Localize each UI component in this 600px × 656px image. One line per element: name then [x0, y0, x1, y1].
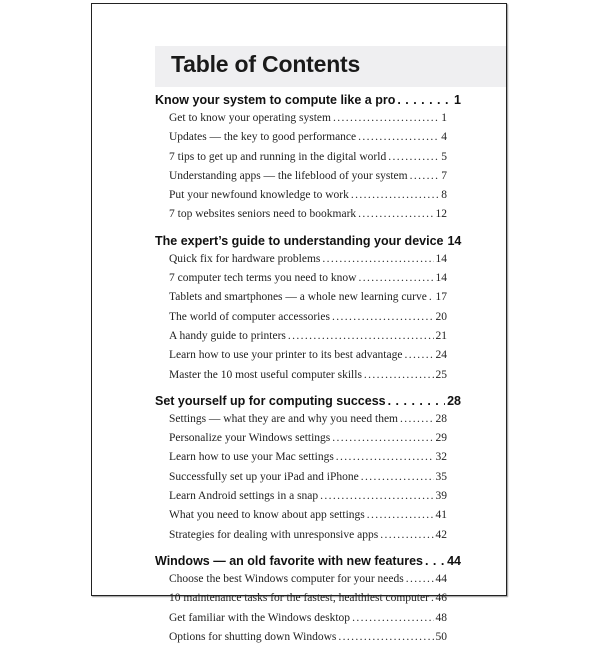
entry-page-number: 41	[435, 509, 447, 522]
toc-entry[interactable]	[169, 253, 447, 272]
toc-entry[interactable]	[169, 291, 447, 310]
entry-title: Tablets and smartphones — a whole new learning curve	[169, 291, 427, 304]
entry-title: 7 tips to get up and running in the digital world	[169, 150, 387, 163]
entry-title: Learn how to use your printer to its best advantage	[169, 349, 403, 362]
title-banner	[155, 46, 506, 87]
dot-leader	[351, 189, 439, 201]
dot-leader	[410, 170, 440, 182]
dot-leader	[429, 291, 434, 303]
entry-page-number: 28	[435, 412, 447, 425]
toc-chapter-heading[interactable]	[155, 234, 461, 253]
dot-leader	[333, 112, 439, 124]
entry-page-number: 14	[435, 252, 447, 265]
entry-page-number: 4	[441, 131, 447, 144]
entry-page-number: 20	[435, 310, 447, 323]
entry-title: Successfully set up your iPad and iPhone	[169, 470, 359, 483]
toc-entry[interactable]	[169, 592, 447, 611]
entry-title: 7 computer tech terms you need to know	[169, 272, 357, 285]
entry-title: 7 top websites seniors need to bookmark	[169, 208, 357, 221]
page-title: Table of Contents	[171, 51, 361, 77]
entry-title: Master the 10 most useful computer skills	[169, 368, 362, 381]
chapter-page-number: 1	[454, 93, 461, 107]
toc-entry[interactable]	[169, 151, 447, 170]
entry-title: Learn how to use your Mac settings	[169, 451, 334, 464]
entry-title: Understanding apps — the lifeblood of your system	[169, 169, 408, 182]
entry-page-number: 17	[435, 291, 447, 304]
entry-page-number: 5	[441, 150, 447, 163]
dot-leader	[336, 451, 434, 463]
entry-page-number: 42	[435, 528, 447, 541]
entry-page-number: 44	[435, 572, 447, 585]
entry-page-number: 21	[435, 329, 447, 342]
toc-entry[interactable]	[169, 170, 447, 189]
chapter-page-number: 14	[447, 233, 462, 248]
entry-page-number: 29	[435, 432, 447, 445]
entry-page-number: 24	[435, 349, 447, 362]
dot-leader	[388, 394, 445, 408]
entry-title: Learn Android settings in a snap	[169, 490, 319, 503]
dot-leader	[338, 631, 433, 643]
dot-leader	[406, 573, 434, 585]
toc-section	[155, 93, 461, 228]
chapter-title: Windows — an old favorite with new features	[155, 553, 423, 568]
toc-entry[interactable]	[169, 471, 447, 490]
dot-leader	[380, 529, 433, 541]
dot-leader	[352, 612, 433, 624]
dot-leader	[400, 413, 434, 425]
entry-title: Strategies for dealing with unresponsive apps	[169, 528, 379, 541]
entry-title: Settings — what they are and why you need them	[169, 412, 398, 425]
toc-entry[interactable]	[169, 189, 447, 208]
toc-entry[interactable]	[169, 490, 447, 509]
toc-entry[interactable]	[169, 509, 447, 528]
dot-leader	[404, 349, 433, 361]
entry-page-number: 1	[441, 112, 447, 124]
toc-entry[interactable]	[169, 112, 447, 131]
dot-leader	[358, 208, 433, 220]
entry-title: 10 maintenance tasks for the fastest, healthiest computer	[169, 592, 429, 605]
chapter-title: The expert’s guide to understanding your device	[155, 233, 444, 248]
entry-page-number: 46	[435, 592, 447, 605]
entry-page-number: 8	[441, 189, 447, 202]
entry-title: The world of computer accessories	[169, 310, 330, 323]
entry-title: Get familiar with the Windows desktop	[169, 611, 351, 624]
toc-section	[155, 234, 461, 388]
entry-title: Choose the best Windows computer for your needs	[169, 572, 404, 585]
toc-entry[interactable]	[169, 432, 447, 451]
toc-entry[interactable]	[169, 612, 447, 631]
dot-leader	[320, 490, 433, 502]
entry-title: Put your newfound knowledge to work	[169, 189, 349, 202]
toc-entry[interactable]	[169, 451, 447, 470]
chapter-page-number: 44	[447, 553, 461, 568]
dot-leader	[397, 93, 452, 107]
toc-section	[155, 554, 461, 650]
entry-page-number: 50	[435, 630, 447, 643]
dot-leader	[361, 471, 434, 483]
entry-page-number: 48	[435, 611, 447, 624]
table-of-contents	[155, 93, 461, 656]
entry-title: Updates — the key to good performance	[169, 131, 357, 144]
toc-entry[interactable]	[169, 529, 447, 548]
entry-page-number: 32	[435, 451, 447, 464]
dot-leader	[332, 311, 434, 323]
chapter-title: Know your system to compute like a pro	[155, 93, 396, 107]
dot-leader	[425, 554, 445, 568]
toc-section	[155, 394, 461, 548]
entry-title: Options for shutting down Windows	[169, 630, 337, 643]
toc-entry[interactable]	[169, 349, 447, 368]
entry-title: A handy guide to printers	[169, 329, 286, 342]
entry-title: What you need to know about app settings	[169, 509, 365, 522]
entry-title: Get to know your operating system	[169, 112, 331, 124]
toc-entry[interactable]	[169, 208, 447, 227]
dot-leader	[322, 253, 433, 265]
entry-page-number: 25	[435, 368, 447, 381]
toc-chapter-heading[interactable]	[155, 554, 461, 573]
entry-page-number: 12	[435, 208, 447, 221]
dot-leader	[288, 330, 434, 342]
toc-entry[interactable]	[169, 311, 447, 330]
dot-leader	[364, 369, 434, 381]
entry-page-number: 7	[441, 169, 447, 182]
toc-entry[interactable]	[169, 330, 447, 349]
dot-leader	[431, 592, 434, 604]
toc-chapter-heading[interactable]	[155, 93, 461, 112]
toc-chapter-heading[interactable]	[155, 394, 461, 413]
entry-page-number: 14	[435, 272, 447, 285]
toc-entry[interactable]	[169, 272, 447, 291]
toc-entry[interactable]	[169, 631, 447, 650]
toc-entry[interactable]	[169, 573, 447, 592]
dot-leader	[358, 272, 433, 284]
dot-leader	[358, 131, 439, 143]
toc-entry[interactable]	[169, 131, 447, 150]
entry-title: Personalize your Windows settings	[169, 432, 331, 445]
dot-leader	[388, 151, 439, 163]
chapter-page-number: 28	[447, 393, 461, 408]
entry-page-number: 35	[435, 470, 447, 483]
entry-title: Quick fix for hardware problems	[169, 252, 321, 265]
document-page	[91, 3, 507, 643]
toc-entry[interactable]	[169, 369, 447, 388]
chapter-title: Set yourself up for computing success	[155, 393, 386, 408]
entry-page-number: 39	[435, 490, 447, 503]
dot-leader	[332, 432, 433, 444]
toc-entry[interactable]	[169, 413, 447, 432]
dot-leader	[367, 509, 434, 521]
